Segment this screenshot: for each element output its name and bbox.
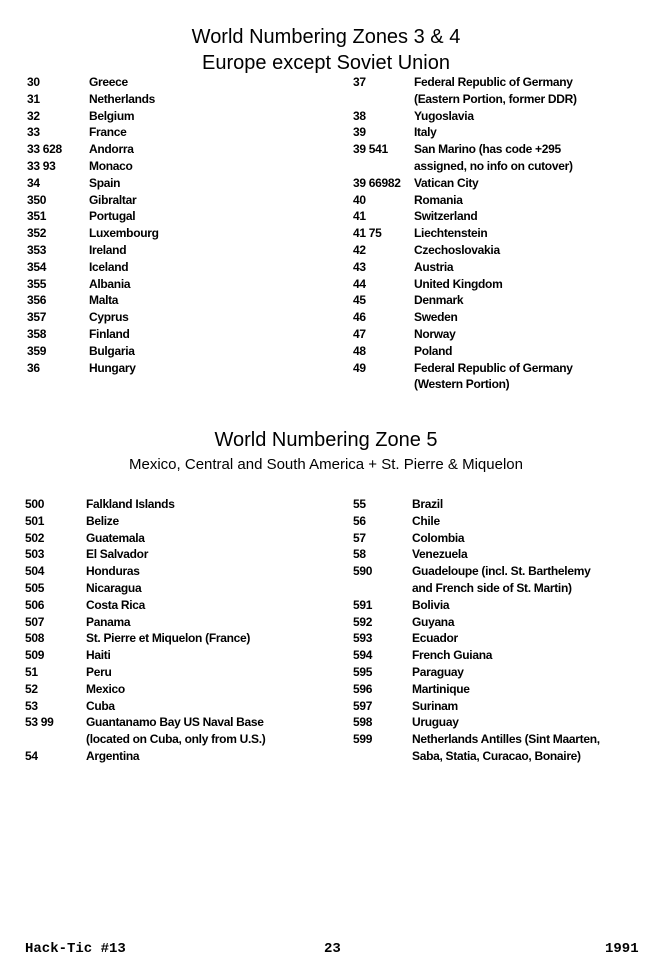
dialing-code: 37 bbox=[353, 75, 366, 89]
country-name: Netherlands bbox=[89, 91, 156, 106]
dialing-code bbox=[353, 158, 414, 175]
list-item bbox=[27, 141, 159, 158]
list-item bbox=[27, 225, 159, 242]
country-name: Paraguay bbox=[412, 664, 464, 679]
list-item bbox=[353, 74, 577, 91]
dialing-code: 594 bbox=[353, 648, 373, 663]
country-name: and French side of St. Martin) bbox=[412, 580, 572, 595]
list-item bbox=[353, 360, 577, 377]
zone34-subtitle: Europe except Soviet Union bbox=[202, 52, 450, 74]
dialing-code: 58 bbox=[353, 547, 366, 562]
country-name: Italy bbox=[414, 125, 437, 140]
country-name: (Eastern Portion, former DDR) bbox=[414, 91, 577, 106]
list-item bbox=[25, 731, 265, 748]
zone5-subtitle: Mexico, Central and South America + St. Pierre & Miquelon bbox=[129, 456, 523, 473]
country-name: Peru bbox=[86, 664, 112, 679]
list-item bbox=[25, 563, 265, 580]
country-name: Spain bbox=[89, 175, 121, 190]
country-name: Honduras bbox=[86, 564, 140, 579]
country-name: Poland bbox=[414, 343, 453, 358]
dialing-code: 590 bbox=[353, 564, 373, 579]
zone5-title: World Numbering Zone 5 bbox=[214, 429, 438, 451]
dialing-code: 592 bbox=[353, 614, 373, 629]
country-name: Federal Republic of Germany bbox=[414, 75, 573, 89]
dialing-code: 502 bbox=[25, 530, 45, 545]
country-name: Finland bbox=[89, 326, 130, 341]
country-name: Portugal bbox=[89, 209, 136, 224]
dialing-code: 598 bbox=[353, 715, 373, 730]
country-name: Guantanamo Bay US Naval Base bbox=[86, 715, 264, 730]
list-item bbox=[27, 175, 159, 192]
dialing-code: 504 bbox=[25, 564, 45, 579]
dialing-code bbox=[353, 376, 414, 393]
dialing-code: 46 bbox=[353, 310, 366, 325]
country-name: Czechoslovakia bbox=[414, 242, 500, 257]
country-name: San Marino (has code +295 bbox=[414, 142, 561, 157]
list-item bbox=[353, 597, 600, 614]
zone5-right-column bbox=[353, 496, 600, 765]
dialing-code: 39 66982 bbox=[353, 175, 401, 190]
list-item bbox=[25, 530, 265, 547]
country-name: Vatican City bbox=[414, 175, 479, 190]
dialing-code: 501 bbox=[25, 513, 45, 528]
list-item bbox=[353, 108, 577, 125]
dialing-code: 350 bbox=[27, 192, 47, 207]
dialing-code: 508 bbox=[25, 631, 45, 646]
list-item bbox=[353, 292, 577, 309]
dialing-code: 31 bbox=[27, 91, 40, 106]
country-name: Albania bbox=[89, 276, 131, 291]
country-name: El Salvador bbox=[86, 547, 149, 562]
list-item bbox=[27, 158, 159, 175]
country-name: Martinique bbox=[412, 681, 470, 696]
country-name: Belize bbox=[86, 513, 119, 528]
country-name: Hungary bbox=[89, 360, 136, 375]
list-item bbox=[25, 513, 265, 530]
dialing-code: 57 bbox=[353, 530, 366, 545]
country-name: Falkland Islands bbox=[86, 497, 175, 511]
list-item bbox=[353, 580, 600, 597]
dialing-code: 354 bbox=[27, 259, 47, 274]
country-name: Norway bbox=[414, 326, 456, 341]
list-item bbox=[27, 192, 159, 209]
list-item bbox=[353, 731, 600, 748]
list-item bbox=[353, 563, 600, 580]
dialing-code: 56 bbox=[353, 513, 366, 528]
dialing-code: 596 bbox=[353, 681, 373, 696]
list-item bbox=[353, 175, 577, 192]
country-name: Federal Republic of Germany bbox=[414, 360, 573, 375]
country-name: Saba, Statia, Curacao, Bonaire) bbox=[412, 748, 581, 763]
country-name: Haiti bbox=[86, 648, 111, 663]
country-name: Nicaragua bbox=[86, 580, 142, 595]
country-name: Guyana bbox=[412, 614, 455, 629]
country-name: Andorra bbox=[89, 142, 134, 157]
list-item bbox=[353, 376, 577, 393]
dialing-code: 353 bbox=[27, 242, 47, 257]
dialing-code: 355 bbox=[27, 276, 47, 291]
dialing-code: 44 bbox=[353, 276, 366, 291]
zone34-title: World Numbering Zones 3 & 4 bbox=[191, 26, 461, 48]
list-item bbox=[353, 276, 577, 293]
country-name: Venezuela bbox=[412, 547, 468, 562]
dialing-code: 593 bbox=[353, 631, 373, 646]
footer-publication: Hack-Tic #13 bbox=[25, 941, 126, 957]
country-name: Bolivia bbox=[412, 597, 450, 612]
dialing-code: 41 bbox=[353, 209, 366, 224]
list-item bbox=[353, 546, 600, 563]
list-item bbox=[353, 513, 600, 530]
list-item bbox=[353, 242, 577, 259]
country-name: Ecuador bbox=[412, 631, 458, 646]
country-name: Gibraltar bbox=[89, 192, 137, 207]
list-item bbox=[27, 360, 159, 377]
country-name: Malta bbox=[89, 293, 119, 308]
list-item bbox=[25, 614, 265, 631]
country-name: Cuba bbox=[86, 698, 115, 713]
country-name: Sweden bbox=[414, 310, 458, 325]
country-name: Ireland bbox=[89, 242, 127, 257]
dialing-code: 55 bbox=[353, 497, 366, 511]
country-name: Monaco bbox=[89, 158, 133, 173]
country-name: Austria bbox=[414, 259, 454, 274]
list-item bbox=[25, 714, 265, 731]
dialing-code: 358 bbox=[27, 326, 47, 341]
zone34-right-column bbox=[353, 74, 577, 393]
list-item bbox=[25, 546, 265, 563]
footer-page-number: 23 bbox=[324, 941, 341, 957]
dialing-code: 51 bbox=[25, 664, 38, 679]
list-item bbox=[353, 714, 600, 731]
country-name: Guadeloupe (incl. St. Barthelemy bbox=[412, 564, 591, 579]
country-name: Denmark bbox=[414, 293, 464, 308]
list-item bbox=[27, 91, 159, 108]
dialing-code: 506 bbox=[25, 597, 45, 612]
footer-year: 1991 bbox=[605, 941, 639, 957]
country-name: assigned, no info on cutover) bbox=[414, 158, 573, 173]
list-item bbox=[353, 192, 577, 209]
dialing-code: 33 628 bbox=[27, 142, 62, 157]
list-item bbox=[353, 681, 600, 698]
dialing-code: 357 bbox=[27, 310, 47, 325]
country-name: France bbox=[89, 125, 127, 140]
dialing-code: 39 541 bbox=[353, 142, 388, 157]
list-item bbox=[353, 326, 577, 343]
dialing-code: 33 bbox=[27, 125, 40, 140]
dialing-code: 356 bbox=[27, 293, 47, 308]
dialing-code: 53 bbox=[25, 698, 38, 713]
dialing-code: 47 bbox=[353, 326, 366, 341]
list-item bbox=[25, 748, 265, 765]
list-item bbox=[27, 124, 159, 141]
country-name: Bulgaria bbox=[89, 343, 135, 358]
country-name: Costa Rica bbox=[86, 597, 146, 612]
dialing-code: 49 bbox=[353, 360, 366, 375]
dialing-code: 591 bbox=[353, 597, 373, 612]
dialing-code: 597 bbox=[353, 698, 373, 713]
country-name: Netherlands Antilles (Sint Maarten, bbox=[412, 732, 600, 747]
list-item bbox=[27, 108, 159, 125]
country-name: Uruguay bbox=[412, 715, 459, 730]
country-name: Belgium bbox=[89, 108, 135, 123]
dialing-code bbox=[353, 748, 412, 765]
list-item bbox=[27, 343, 159, 360]
list-item bbox=[353, 698, 600, 715]
list-item bbox=[27, 292, 159, 309]
dialing-code: 41 75 bbox=[353, 226, 382, 241]
dialing-code: 505 bbox=[25, 580, 45, 595]
dialing-code: 34 bbox=[27, 175, 40, 190]
list-item bbox=[353, 259, 577, 276]
list-item bbox=[27, 242, 159, 259]
dialing-code bbox=[25, 731, 86, 748]
dialing-code: 500 bbox=[25, 497, 45, 511]
list-item bbox=[353, 748, 600, 765]
list-item bbox=[353, 343, 577, 360]
country-name: Switzerland bbox=[414, 209, 478, 224]
country-name: Panama bbox=[86, 614, 131, 629]
dialing-code: 45 bbox=[353, 293, 366, 308]
list-item bbox=[353, 158, 577, 175]
list-item bbox=[27, 326, 159, 343]
list-item bbox=[25, 664, 265, 681]
dialing-code: 32 bbox=[27, 108, 40, 123]
list-item bbox=[25, 597, 265, 614]
country-name: Chile bbox=[412, 513, 440, 528]
dialing-code: 351 bbox=[27, 209, 47, 224]
list-item bbox=[25, 630, 265, 647]
list-item bbox=[353, 630, 600, 647]
dialing-code: 39 bbox=[353, 125, 366, 140]
dialing-code: 52 bbox=[25, 681, 38, 696]
country-name: Luxembourg bbox=[89, 226, 159, 241]
list-item bbox=[25, 647, 265, 664]
country-name: Mexico bbox=[86, 681, 125, 696]
list-item bbox=[27, 276, 159, 293]
dialing-code bbox=[353, 580, 412, 597]
dialing-code: 352 bbox=[27, 226, 47, 241]
country-name: Cyprus bbox=[89, 310, 129, 325]
list-item bbox=[353, 496, 600, 513]
dialing-code: 599 bbox=[353, 732, 373, 747]
country-name: Greece bbox=[89, 75, 128, 89]
list-item bbox=[25, 580, 265, 597]
country-name: (Western Portion) bbox=[414, 377, 510, 392]
list-item bbox=[353, 647, 600, 664]
country-name: Liechtenstein bbox=[414, 226, 488, 241]
list-item bbox=[353, 530, 600, 547]
dialing-code: 503 bbox=[25, 547, 45, 562]
list-item bbox=[27, 208, 159, 225]
list-item bbox=[27, 74, 159, 91]
dialing-code: 43 bbox=[353, 259, 366, 274]
dialing-code: 33 93 bbox=[27, 158, 56, 173]
list-item bbox=[353, 225, 577, 242]
list-item bbox=[353, 91, 577, 108]
list-item bbox=[27, 259, 159, 276]
country-name: French Guiana bbox=[412, 648, 493, 663]
dialing-code: 38 bbox=[353, 108, 366, 123]
country-name: United Kingdom bbox=[414, 276, 503, 291]
list-item bbox=[27, 309, 159, 326]
dialing-code: 507 bbox=[25, 614, 45, 629]
dialing-code: 359 bbox=[27, 343, 47, 358]
list-item bbox=[353, 141, 577, 158]
country-name: St. Pierre et Miquelon (France) bbox=[86, 631, 251, 646]
list-item bbox=[353, 664, 600, 681]
dialing-code: 53 99 bbox=[25, 715, 54, 730]
dialing-code: 509 bbox=[25, 648, 45, 663]
country-name: Surinam bbox=[412, 698, 458, 713]
country-name: Romania bbox=[414, 192, 463, 207]
list-item bbox=[353, 614, 600, 631]
country-name: (located on Cuba, only from U.S.) bbox=[86, 732, 266, 747]
country-name: Colombia bbox=[412, 530, 465, 545]
list-item bbox=[25, 681, 265, 698]
country-name: Argentina bbox=[86, 748, 140, 763]
dialing-code: 595 bbox=[353, 664, 373, 679]
country-name: Yugoslavia bbox=[414, 108, 474, 123]
dialing-code: 40 bbox=[353, 192, 366, 207]
country-name: Guatemala bbox=[86, 530, 145, 545]
dialing-code: 36 bbox=[27, 360, 40, 375]
zone5-left-column bbox=[25, 496, 265, 765]
list-item bbox=[353, 124, 577, 141]
zone34-left-column bbox=[27, 74, 159, 376]
country-name: Iceland bbox=[89, 259, 129, 274]
dialing-code: 48 bbox=[353, 343, 366, 358]
dialing-code: 42 bbox=[353, 242, 366, 257]
list-item bbox=[25, 698, 265, 715]
dialing-code: 54 bbox=[25, 748, 38, 763]
list-item bbox=[353, 309, 577, 326]
dialing-code bbox=[353, 91, 414, 108]
dialing-code: 30 bbox=[27, 75, 40, 89]
country-name: Brazil bbox=[412, 497, 443, 511]
list-item bbox=[25, 496, 265, 513]
list-item bbox=[353, 208, 577, 225]
